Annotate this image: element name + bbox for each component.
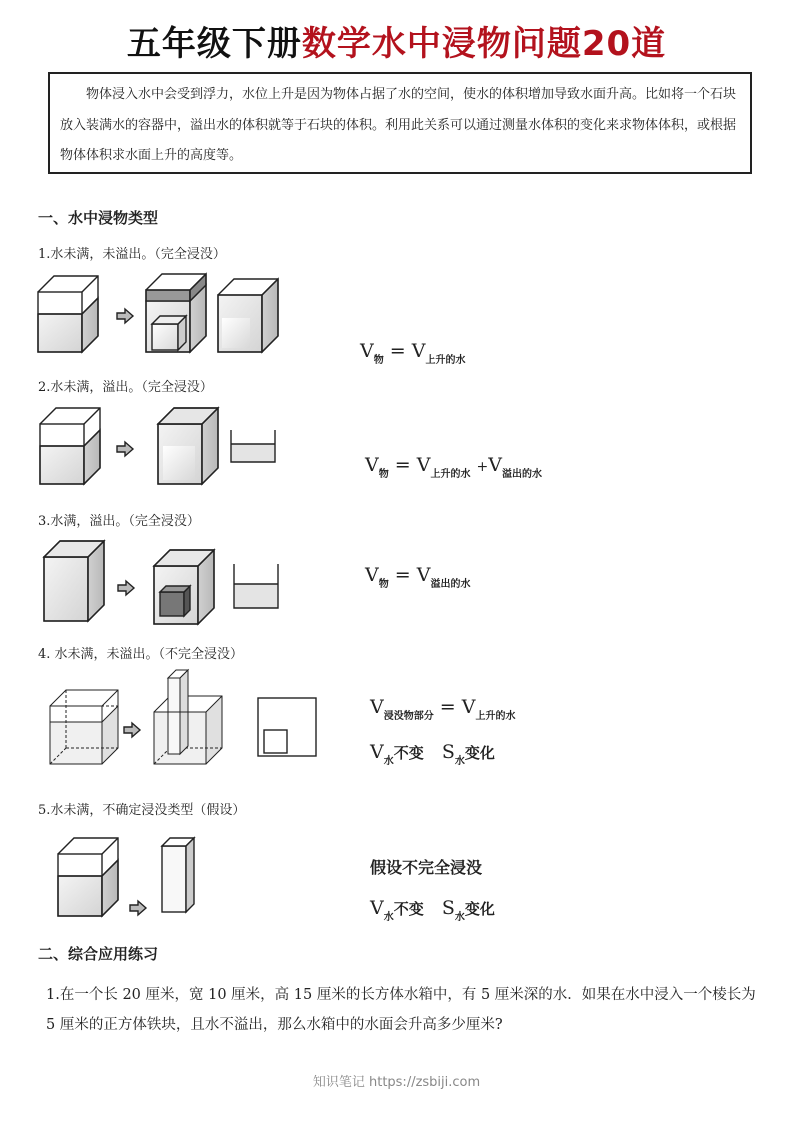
- case4-tank-before: [50, 690, 118, 764]
- case3-tank-after: [154, 550, 214, 624]
- case-5-label: 5.水未满，不确定浸没类型（假设）: [38, 803, 246, 818]
- case2-overflow-cup: [231, 430, 275, 462]
- page-title: 五年级下册数学水中浸物问题20道: [126, 24, 667, 64]
- intro-box: 物体浸入水中会受到浮力，水位上升是因为物体占据了水的空间，使水的体积增加导致水面升高。比如将一个石块放入装满水的容器中，溢出水的体积就等于石块的体积。利用此关系可以通过测量水体积的变化来求物体体积，或根据物体体积求水面上升的高度等。: [48, 72, 752, 174]
- formula-case2: $V_物 = V_{上升的水} +V_{溢出的水}$: [365, 454, 542, 480]
- section-heading-practice: 二、综合应用练习: [38, 945, 159, 963]
- case1-tank-before: [38, 276, 98, 352]
- case4-tank-after: [154, 670, 222, 764]
- formula-case1: $V_物 = V_{上升的水}$: [360, 340, 466, 366]
- formula-case4: $V_{浸没物部分} = V_{上升的水}$: [370, 696, 516, 722]
- case5-tank: [58, 838, 118, 916]
- case4-arrow: [124, 723, 140, 737]
- case3-overflow-cup: [234, 564, 278, 608]
- case-2-label: 2.水未满，溢出。（完全浸没）: [38, 380, 213, 395]
- problem-1: 1.在一个长 20 厘米，宽 10 厘米，高 15 厘米的长方体水箱中，有 5 厘米深的水．如果在水中浸入一个棱长为 5 厘米的正方体铁块，且水不溢出，那么水箱中的水面会升高多少厘米?: [46, 987, 756, 1033]
- case3-arrow: [118, 581, 134, 595]
- case1-tank-middle: [146, 274, 206, 352]
- case2-tank-after: [158, 408, 218, 484]
- case2-tank-before: [40, 408, 100, 484]
- case2-arrow: [117, 442, 133, 456]
- case-4-label: 4. 水未满，未溢出。（不完全浸没）: [38, 647, 244, 662]
- section-heading-types: 一、水中浸物类型: [38, 209, 159, 227]
- case5-arrow: [130, 901, 146, 915]
- case-1-label: 1.水未满，未溢出。（完全浸没）: [38, 247, 226, 262]
- case4-top-view: [258, 698, 316, 756]
- case5-block: [162, 838, 194, 912]
- case-3-label: 3.水满，溢出。（完全浸没）: [38, 514, 200, 529]
- footer-watermark: 知识笔记 https://zsbiji.com: [312, 1075, 481, 1090]
- case1-tank-after: [218, 279, 278, 352]
- formula-case5-assumption: 假设不完全浸没: [370, 858, 483, 877]
- formula-case4-b: $V_水$不变 $S_水$变化: [370, 741, 495, 767]
- formula-case5-b: $V_水$不变 $S_水$变化: [370, 897, 495, 923]
- case3-tank-before: [44, 541, 104, 621]
- formula-case3: $V_物 = V_{溢出的水}$: [365, 564, 471, 590]
- case1-arrow: [117, 309, 133, 323]
